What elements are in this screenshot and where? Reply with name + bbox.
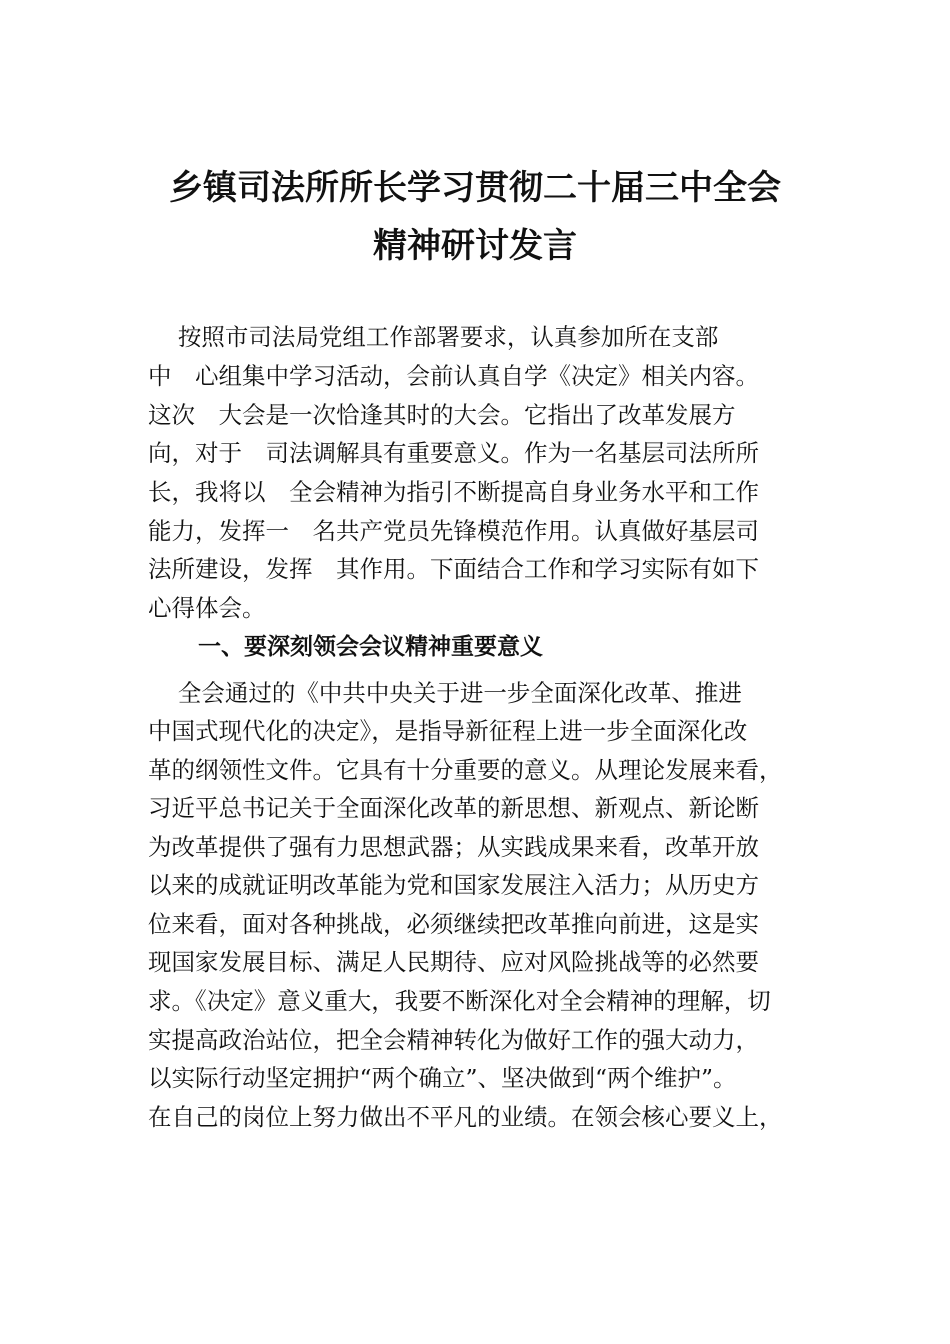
paragraph-1-line-4: 向，对于 司法调解具有重要意义。作为一名基层司法所所 bbox=[148, 439, 759, 467]
paragraph-2-line-3: 革的纲领性文件。它具有十分重要的意义。从理论发展来看， bbox=[148, 756, 783, 784]
paragraph-2-line-2: 中国式现代化的决定》，是指导新征程上进一步全面深化改 bbox=[148, 717, 748, 745]
paragraph-2-line-1: 全会通过的《中共中央关于进一步全面深化改革、推进 bbox=[148, 679, 742, 707]
paragraph-1-line-2: 中 心组集中学习活动，会前认真自学《决定》相关内容。 bbox=[148, 362, 759, 390]
paragraph-1-line-3: 这次 大会是一次恰逢其时的大会。它指出了改革发展方 bbox=[148, 401, 736, 429]
paragraph-1-line-1: 按照市司法局党组工作部署要求，认真参加所在支部 bbox=[148, 323, 719, 351]
section-heading-1: 一、要深刻领会会议精神重要意义 bbox=[198, 634, 543, 660]
paragraph-2-line-6: 以来的成就证明改革能为党和国家发展注入活力；从历史方 bbox=[148, 871, 759, 899]
paragraph-2-line-8: 现国家发展目标、满足人民期待、应对风险挑战等的必然要 bbox=[148, 948, 759, 976]
paragraph-1-line-8: 心得体会。 bbox=[148, 594, 266, 622]
document-title-line-2: 精神研讨发言 bbox=[373, 226, 577, 266]
paragraph-2-line-5: 为改革提供了强有力思想武器；从实践成果来看，改革开放 bbox=[148, 833, 759, 861]
paragraph-2-line-11: 以实际行动坚定拥护“两个确立”、坚决做到“两个维护”。 bbox=[148, 1064, 737, 1092]
paragraph-2-line-12: 在自己的岗位上努力做出不平凡的业绩。在领会核心要义上， bbox=[148, 1103, 783, 1131]
document-title-line-1: 乡镇司法所所长学习贯彻二十届三中全会 bbox=[169, 168, 781, 208]
paragraph-2-line-7: 位来看，面对各种挑战，必须继续把改革推向前进，这是实 bbox=[148, 910, 759, 938]
paragraph-2-line-4: 习近平总书记关于全面深化改革的新思想、新观点、新论断 bbox=[148, 794, 759, 822]
paragraph-1-line-5: 长，我将以 全会精神为指引不断提高自身业务水平和工作 bbox=[148, 478, 759, 506]
paragraph-1-line-7: 法所建设，发挥 其作用。下面结合工作和学习实际有如下 bbox=[148, 555, 759, 583]
paragraph-1-line-6: 能力，发挥一 名共产党员先锋模范作用。认真做好基层司 bbox=[148, 517, 759, 545]
paragraph-2-line-10: 实提高政治站位，把全会精神转化为做好工作的强大动力， bbox=[148, 1026, 759, 1054]
paragraph-2-line-9: 求。《决定》意义重大，我要不断深化对全会精神的理解，切 bbox=[148, 987, 771, 1015]
